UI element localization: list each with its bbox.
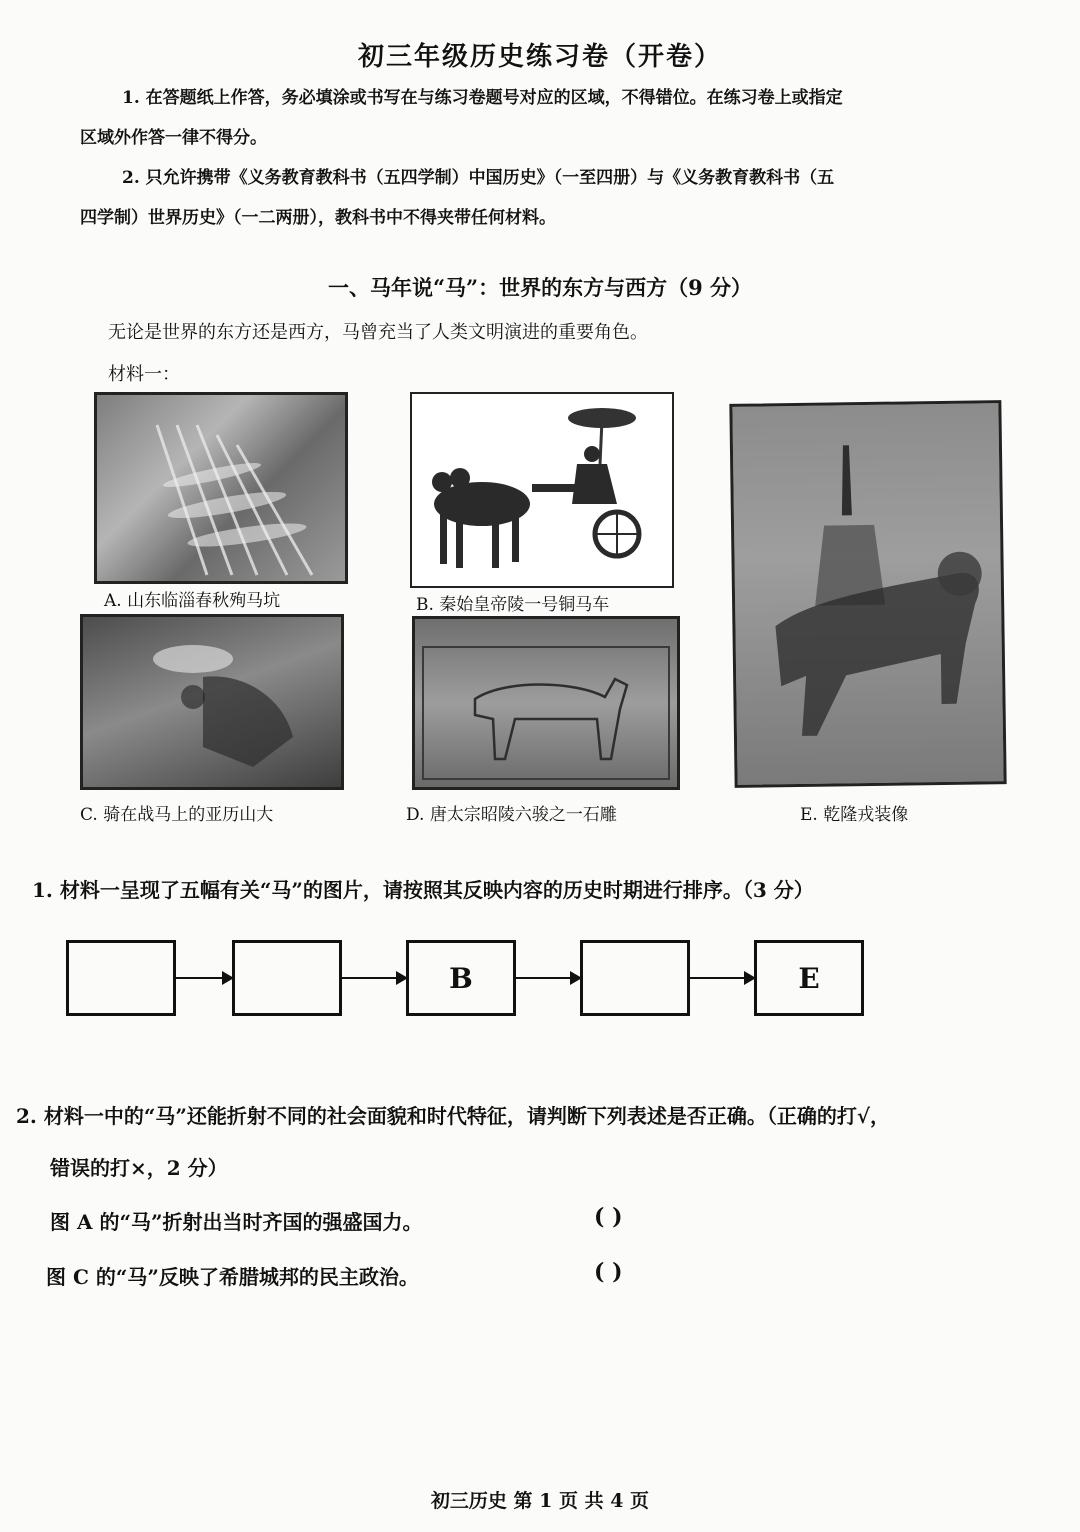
answer-blank-c[interactable]: ( ) [594,1259,623,1285]
section-heading: 一、马年说“马”：世界的东方与西方（9 分） [327,275,753,300]
caption-b: B. 秦始皇帝陵一号铜马车 [416,595,610,615]
image-b-bronze-chariot [410,392,674,588]
statement-a: 图 A 的“马”折射出当时齐国的强盛国力。 [50,1210,423,1234]
page-title: 初三年级历史练习卷（开卷） [357,42,722,72]
section-intro: 无论是世界的东方还是西方，马曾充当了人类文明演进的重要角色。 [108,322,648,343]
sequence-box-4[interactable] [580,940,690,1016]
instruction-1: 1. 在答题纸上作答，务必填涂或书写在与练习卷题号对应的区域，不得错位。在练习卷上或指定 区域外作答一律不得分。 [80,88,843,148]
image-d-stone-relief-horse [412,616,680,790]
sequence-box-3[interactable]: B [406,940,516,1016]
sequence-box-2[interactable] [232,940,342,1016]
caption-c: C. 骑在战马上的亚历山大 [80,805,274,825]
image-c-alexander-mosaic [80,614,344,790]
image-e-qianlong-portrait [729,400,1006,788]
image-a-horse-pit-photo [94,392,348,584]
question-2-continued: 错误的打×，2 分） [50,1156,228,1180]
sequence-box-1[interactable] [66,940,176,1016]
question-1: 1. 材料一呈现了五幅有关“马”的图片，请按照其反映内容的历史时期进行排序。（3 分） [32,878,814,902]
statement-c: 图 C 的“马”反映了希腊城邦的民主政治。 [46,1265,419,1289]
arrow-icon [176,977,232,979]
caption-a: A. 山东临淄春秋殉马坑 [104,591,281,611]
arrow-icon [342,977,406,979]
sequence-box-5[interactable]: E [754,940,864,1016]
arrow-icon [516,977,580,979]
caption-e: E. 乾隆戎装像 [800,805,909,825]
question-2: 2. 材料一中的“马”还能折射不同的社会面貌和时代特征，请判断下列表述是否正确。（正确的打√， [16,1104,890,1128]
arrow-icon [690,977,754,979]
instruction-2: 2. 只允许携带《义务教育教科书（五四学制）中国历史》（一至四册）与《义务教育教科书（五 四学制）世界历史》（一二两册），教科书中不得夹带任何材料。 [80,168,835,228]
caption-d: D. 唐太宗昭陵六骏之一石雕 [406,805,617,825]
answer-blank-a[interactable]: ( ) [594,1204,623,1230]
material-label: 材料一： [108,364,180,385]
page-footer: 初三历史 第 1 页 共 4 页 [430,1490,650,1512]
